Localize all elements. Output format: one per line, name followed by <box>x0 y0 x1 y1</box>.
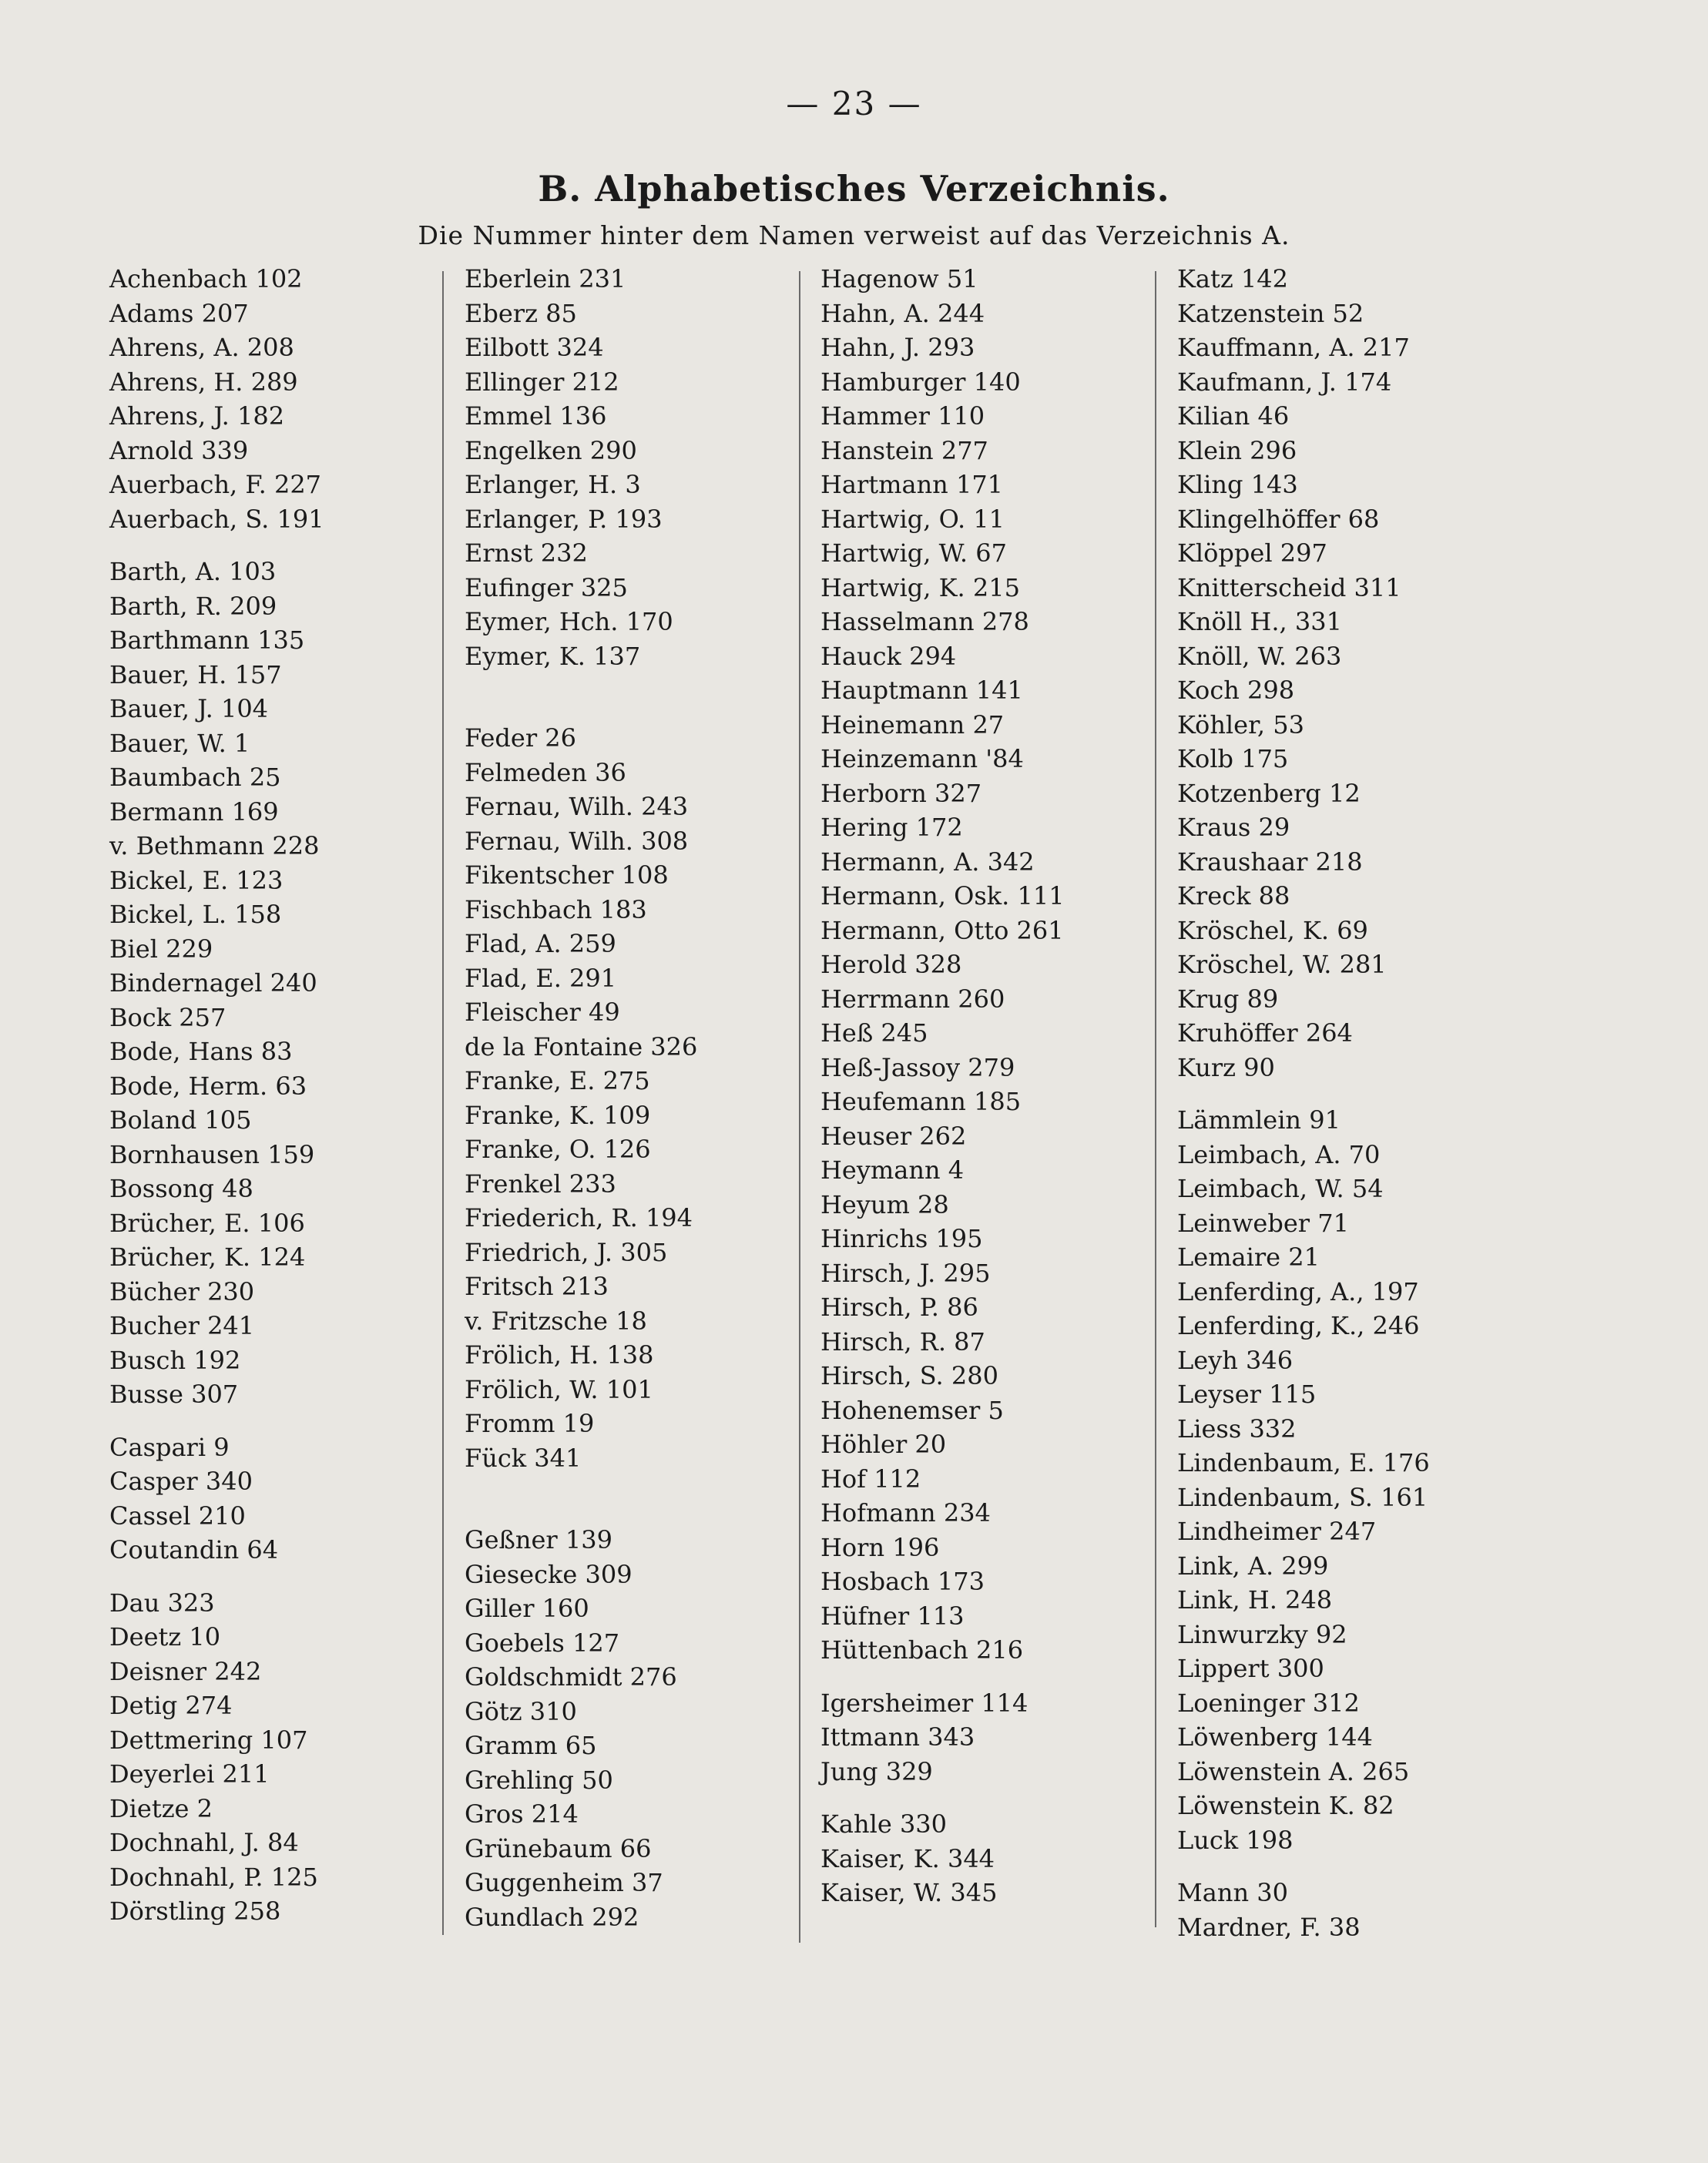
index-entry: Ernst 232 <box>465 538 588 568</box>
index-entry: Klein 296 <box>1177 435 1297 465</box>
index-entry: Hüttenbach 216 <box>820 1635 1024 1665</box>
index-entry: Dietze 2 <box>109 1793 213 1823</box>
index-entry: Deyerlei 211 <box>109 1759 270 1789</box>
index-entry: Goldschmidt 276 <box>465 1662 677 1692</box>
group-gap <box>1177 1857 1430 1876</box>
index-entry: Kaiser, W. 345 <box>820 1878 998 1907</box>
index-entry: Leinweber 71 <box>1177 1208 1349 1238</box>
index-entry: Heß-Jassoy 279 <box>820 1052 1015 1082</box>
index-entry: Hirsch, J. 295 <box>820 1258 991 1288</box>
index-entry: Bucher 241 <box>109 1311 255 1340</box>
index-entry: Bode, Herm. 63 <box>109 1071 307 1101</box>
index-entry: Hirsch, P. 86 <box>820 1293 978 1322</box>
index-entry: Hinrichs 195 <box>820 1224 983 1253</box>
column-divider <box>1155 271 1156 1927</box>
page-subtitle: Die Nummer hinter dem Namen verweist auf das Verzeichnis A. <box>418 220 1290 250</box>
index-entry: Lippert 300 <box>1177 1654 1324 1683</box>
index-entry: Frenkel 233 <box>465 1169 616 1199</box>
index-entry: Eufinger 325 <box>465 572 628 602</box>
index-entry: Adams 207 <box>109 298 249 328</box>
index-entry: Loeninger 312 <box>1177 1688 1360 1718</box>
index-entry: Boland 105 <box>109 1105 252 1135</box>
index-entry: Bickel, E. 123 <box>109 865 284 895</box>
index-entry: Kurz 90 <box>1177 1052 1275 1082</box>
index-entry: Fück 341 <box>465 1443 582 1473</box>
index-entry: Gros 214 <box>465 1799 579 1829</box>
index-entry: Igersheimer 114 <box>820 1688 1028 1718</box>
index-entry: Hofmann 234 <box>820 1498 991 1528</box>
index-entry: Lenferding, A., 197 <box>1177 1276 1419 1306</box>
index-entry: Mann 30 <box>1177 1878 1288 1907</box>
index-entry: Kruhöffer 264 <box>1177 1018 1353 1048</box>
index-column-3 <box>820 262 1065 1910</box>
index-entry: Leimbach, W. 54 <box>1177 1174 1384 1203</box>
index-entry: Barth, R. 209 <box>109 591 277 621</box>
index-entry: Mardner, F. 38 <box>1177 1912 1361 1942</box>
group-gap <box>465 673 697 721</box>
index-entry: Linwurzky 92 <box>1177 1619 1347 1649</box>
column-divider <box>799 271 800 1943</box>
column-divider <box>442 271 444 1935</box>
index-entry: Eberz 85 <box>465 298 577 328</box>
index-entry: Biel 229 <box>109 934 213 964</box>
index-entry: Fernau, Wilh. 243 <box>465 792 689 821</box>
index-entry: Grehling 50 <box>465 1765 613 1795</box>
index-entry: Löwenstein K. 82 <box>1177 1791 1394 1820</box>
index-entry: Bock 257 <box>109 1002 227 1032</box>
index-entry: Fleischer 49 <box>465 998 620 1027</box>
index-entry: Kaiser, K. 344 <box>820 1843 995 1873</box>
index-entry: Link, H. 248 <box>1177 1585 1333 1615</box>
index-entry: Kahle 330 <box>820 1809 948 1839</box>
index-entry: Franke, E. 275 <box>465 1066 650 1095</box>
group-gap <box>109 1568 324 1586</box>
index-entry: Kolb 175 <box>1177 744 1289 773</box>
index-entry: Knitterscheid 311 <box>1177 572 1401 602</box>
index-entry: Lämmlein 91 <box>1177 1105 1341 1135</box>
index-entry: Bauer, W. 1 <box>109 728 250 758</box>
index-entry: Frölich, H. 138 <box>465 1340 654 1370</box>
index-entry: Kraus 29 <box>1177 813 1290 842</box>
index-entry: Feder 26 <box>465 723 576 753</box>
index-entry: Heufemann 185 <box>820 1087 1022 1116</box>
index-entry: Lenferding, K., 246 <box>1177 1311 1420 1340</box>
index-entry: Bücher 230 <box>109 1276 255 1306</box>
index-column-1 <box>109 262 324 1929</box>
index-entry: Brücher, E. 106 <box>109 1208 305 1238</box>
index-entry: Leyser 115 <box>1177 1380 1317 1409</box>
index-entry: Heyum 28 <box>820 1189 949 1219</box>
index-entry: Eilbott 324 <box>465 333 604 362</box>
index-entry: Frölich, W. 101 <box>465 1374 653 1404</box>
index-entry: de la Fontaine 326 <box>465 1031 698 1061</box>
index-entry: Auerbach, S. 191 <box>109 504 324 534</box>
index-entry: Deisner 242 <box>109 1656 262 1686</box>
index-entry: Barthmann 135 <box>109 625 305 655</box>
index-entry: Franke, K. 109 <box>465 1100 651 1130</box>
index-entry: Bindernagel 240 <box>109 968 317 998</box>
index-entry: Kilian 46 <box>1177 401 1290 431</box>
index-entry: Heinzemann '84 <box>820 744 1024 773</box>
index-entry: Horn 196 <box>820 1532 940 1562</box>
index-entry: Ahrens, H. 289 <box>109 367 298 397</box>
index-entry: Kotzenberg 12 <box>1177 778 1361 808</box>
index-entry: Höhler 20 <box>820 1430 947 1459</box>
index-entry: Fritsch 213 <box>465 1272 609 1301</box>
index-entry: Heinemann 27 <box>820 709 1005 739</box>
index-entry: Dau 323 <box>109 1588 215 1618</box>
index-entry: Koch 298 <box>1177 676 1295 705</box>
index-entry: Hüfner 113 <box>820 1601 965 1631</box>
index-entry: Kling 143 <box>1177 470 1298 499</box>
index-entry: Liess 332 <box>1177 1413 1297 1444</box>
index-entry: Hauck 294 <box>820 641 957 671</box>
index-entry: Luck 198 <box>1177 1825 1294 1855</box>
index-entry: Giesecke 309 <box>465 1559 633 1589</box>
index-entry: Goebels 127 <box>465 1628 620 1658</box>
index-entry: Hahn, J. 293 <box>820 333 975 362</box>
index-entry: v. Fritzsche 18 <box>465 1306 647 1336</box>
index-entry: Eymer, K. 137 <box>465 641 641 671</box>
index-entry: Hof 112 <box>820 1464 921 1494</box>
index-entry: Kröschel, W. 281 <box>1177 950 1387 979</box>
index-entry: Hammer 110 <box>820 401 985 431</box>
index-entry: Hauptmann 141 <box>820 676 1023 705</box>
index-entry: Arnold 339 <box>109 435 249 465</box>
group-gap <box>1177 1085 1430 1103</box>
index-column-2 <box>465 262 697 1934</box>
index-entry: Hartwig, O. 11 <box>820 504 1005 534</box>
index-entry: Ahrens, A. 208 <box>109 333 294 362</box>
index-entry: Friederich, R. 194 <box>465 1203 693 1232</box>
index-entry: Hartwig, K. 215 <box>820 572 1020 602</box>
index-entry: Dörstling 258 <box>109 1896 281 1926</box>
index-entry: Bermann 169 <box>109 796 279 827</box>
index-entry: Grünebaum 66 <box>465 1833 652 1863</box>
index-entry: Hartwig, W. 67 <box>820 538 1007 568</box>
index-entry: Löwenstein A. 265 <box>1177 1756 1410 1786</box>
index-entry: Knöll, W. 263 <box>1177 641 1342 671</box>
index-entry: Auerbach, F. 227 <box>109 470 322 499</box>
index-entry: Heymann 4 <box>820 1155 965 1185</box>
index-entry: Felmeden 36 <box>465 757 626 787</box>
index-entry: Ellinger 212 <box>465 367 619 397</box>
index-entry: Lemaire 21 <box>1177 1242 1320 1272</box>
index-entry: Engelken 290 <box>465 435 637 465</box>
index-entry: Hering 172 <box>820 813 963 842</box>
index-entry: Hirsch, R. 87 <box>820 1326 985 1356</box>
index-entry: Fikentscher 108 <box>465 860 669 890</box>
index-entry: Dochnahl, P. 125 <box>109 1862 318 1892</box>
index-entry: Baumbach 25 <box>109 763 281 792</box>
index-entry: Lindenbaum, E. 176 <box>1177 1448 1430 1477</box>
index-entry: Gramm 65 <box>465 1731 597 1760</box>
group-gap <box>109 536 324 555</box>
index-entry: Hamburger 140 <box>820 367 1021 397</box>
index-entry: Erlanger, H. 3 <box>465 470 641 499</box>
index-entry: Link, A. 299 <box>1177 1551 1329 1581</box>
index-entry: Kauffmann, A. 217 <box>1177 333 1410 362</box>
index-entry: Eymer, Hch. 170 <box>465 607 673 636</box>
index-entry: Bauer, J. 104 <box>109 694 269 723</box>
index-entry: Klöppel 297 <box>1177 538 1327 568</box>
index-entry: Kraushaar 218 <box>1177 847 1363 877</box>
group-gap <box>109 1412 324 1430</box>
index-entry: Katz 142 <box>1177 264 1288 293</box>
index-entry: Hahn, A. 244 <box>820 298 985 328</box>
index-entry: Detig 274 <box>109 1691 233 1720</box>
index-entry: Knöll H., 331 <box>1177 607 1342 636</box>
index-entry: Hasselmann 278 <box>820 607 1029 636</box>
index-entry: Fromm 19 <box>465 1409 595 1438</box>
index-entry: Heuser 262 <box>820 1121 967 1151</box>
index-entry: Gundlach 292 <box>465 1902 639 1932</box>
index-entry: Bickel, L. 158 <box>109 900 282 929</box>
index-entry: Casper 340 <box>109 1467 253 1496</box>
index-entry: Lindenbaum, S. 161 <box>1177 1482 1428 1512</box>
index-entry: Guggenheim 37 <box>465 1868 663 1897</box>
index-entry: Friedrich, J. 305 <box>465 1237 668 1267</box>
index-entry: Fischbach 183 <box>465 894 647 924</box>
page-title: B. Alphabetisches Verzeichnis. <box>538 168 1170 210</box>
index-entry: Achenbach 102 <box>109 264 303 293</box>
index-entry: Ittmann 343 <box>820 1722 975 1752</box>
index-entry: Klingelhöffer 68 <box>1177 504 1380 534</box>
index-entry: Jung 329 <box>820 1756 933 1786</box>
index-entry: Busch 192 <box>109 1345 241 1375</box>
index-entry: Erlanger, P. 193 <box>465 504 663 534</box>
index-entry: Hosbach 173 <box>820 1567 985 1596</box>
index-entry: Cassel 210 <box>109 1501 246 1531</box>
group-gap <box>465 1475 697 1523</box>
index-entry: Leimbach, A. 70 <box>1177 1139 1381 1169</box>
page-number: — 23 — <box>786 85 922 122</box>
index-entry: Fernau, Wilh. 308 <box>465 826 689 856</box>
index-entry: Caspari 9 <box>109 1432 230 1462</box>
index-entry: Bauer, H. 157 <box>109 659 282 689</box>
index-entry: Flad, A. 259 <box>465 929 616 958</box>
index-entry: Coutandin 64 <box>109 1535 279 1564</box>
index-entry: Kröschel, K. 69 <box>1177 915 1368 945</box>
index-entry: Hartmann 171 <box>820 470 1004 499</box>
index-entry: Herrmann 260 <box>820 984 1005 1014</box>
index-entry: Brücher, K. 124 <box>109 1242 306 1272</box>
index-entry: Franke, O. 126 <box>465 1135 651 1164</box>
index-entry: Hermann, Otto 261 <box>820 915 1064 945</box>
index-entry: Hermann, Osk. 111 <box>820 881 1065 910</box>
index-entry: v. Bethmann 228 <box>109 831 320 860</box>
index-entry: Herold 328 <box>820 950 962 979</box>
index-entry: Lindheimer 247 <box>1177 1517 1377 1546</box>
index-entry: Flad, E. 291 <box>465 963 617 993</box>
index-entry: Deetz 10 <box>109 1622 221 1652</box>
index-entry: Krug 89 <box>1177 984 1279 1014</box>
index-entry: Hirsch, S. 280 <box>820 1361 998 1390</box>
index-entry: Köhler, 53 <box>1177 709 1304 739</box>
index-entry: Hanstein 277 <box>820 435 988 465</box>
group-gap <box>820 1789 1065 1807</box>
index-entry: Bode, Hans 83 <box>109 1037 293 1066</box>
index-entry: Bornhausen 159 <box>109 1139 315 1169</box>
index-column-4 <box>1177 262 1430 1944</box>
index-entry: Ahrens, J. 182 <box>109 401 285 431</box>
index-entry: Geßner 139 <box>465 1525 612 1554</box>
index-entry: Hermann, A. 342 <box>820 847 1035 877</box>
group-gap <box>820 1668 1065 1686</box>
index-entry: Busse 307 <box>109 1380 239 1409</box>
index-entry: Bossong 48 <box>109 1174 253 1203</box>
index-entry: Leyh 346 <box>1177 1345 1294 1375</box>
index-entry: Eberlein 231 <box>465 264 626 293</box>
index-entry: Giller 160 <box>465 1594 589 1623</box>
index-entry: Dettmering 107 <box>109 1725 308 1755</box>
index-entry: Katzenstein 52 <box>1177 298 1364 328</box>
index-entry: Emmel 136 <box>465 401 607 431</box>
index-entry: Kaufmann, J. 174 <box>1177 367 1392 397</box>
index-entry: Hohenemser 5 <box>820 1395 1004 1425</box>
index-entry: Herborn 327 <box>820 778 982 808</box>
index-entry: Löwenberg 144 <box>1177 1722 1373 1752</box>
index-entry: Heß 245 <box>820 1018 928 1048</box>
index-entry: Hagenow 51 <box>820 264 978 293</box>
index-entry: Kreck 88 <box>1177 881 1290 910</box>
index-entry: Götz 310 <box>465 1696 577 1726</box>
index-entry: Dochnahl, J. 84 <box>109 1828 299 1857</box>
index-entry: Barth, A. 103 <box>109 557 277 586</box>
